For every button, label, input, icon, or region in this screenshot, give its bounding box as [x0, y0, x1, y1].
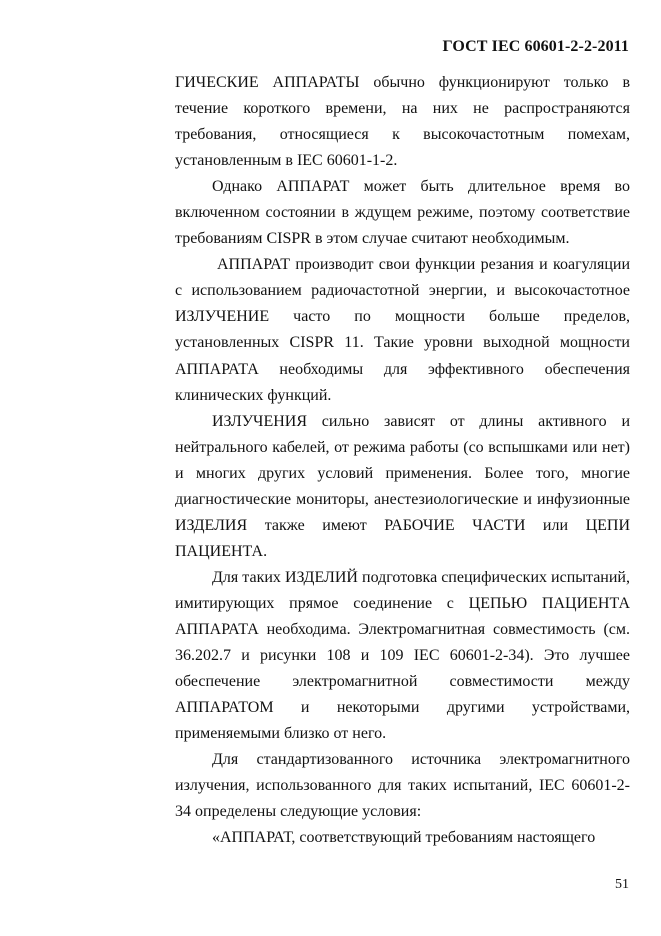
paragraph: АППАРАТ производит свои функции резания и коагуляции с использованием радиочастотной энергии, и высокочастотное ИЗЛУЧЕНИЕ часто по мощности больше пределов, установленных CISPR 11. Такие уровни выходной мощности АППАРАТА необходимы для эффективного обеспечения клинических функций.	[175, 256, 630, 404]
paragraph-continuation: ГИЧЕСКИЕ АППАРАТЫ обычно функционируют только в течение короткого времени, на них не распространяются требования, относящиеся к высокочастотным помехам, установленным в IEC 60601-1-2.	[175, 74, 630, 170]
standard-header: ГОСТ IEC 60601-2-2-2011	[442, 38, 629, 55]
page-number: 51	[615, 877, 629, 892]
body-text	[175, 70, 630, 851]
paragraph: Для таких ИЗДЕЛИЙ подготовка специфических испытаний, имитирующих прямое соединение с ЦЕПЬЮ ПАЦИЕНТА АППАРАТА необходима. Электромагнитная совместимость (см. 36.202.7 и рисунки 108 и 109 IEC 60601-2-34). Это лучшее обеспечение электромагнитной совместимости между АППАРАТОМ и некоторыми другими устройствами, применяемыми близко от него.	[175, 568, 630, 743]
paragraph: Однако АППАРАТ может быть длительное время во включенном состоянии в ждущем режиме, поэтому соответствие требованиям CISPR в этом случае считают необходимым.	[175, 178, 630, 248]
paragraph: ИЗЛУЧЕНИЯ сильно зависят от длины активного и нейтрального кабелей, от режима работы (со вспышками или нет) и многих других условий применения. Более того, многие диагностические мониторы, анестезиологические и инфузионные ИЗДЕЛИЯ также имеют РАБОЧИЕ ЧАСТИ или ЦЕПИ ПАЦИЕНТА.	[175, 412, 630, 560]
paragraph: «АППАРАТ, соответствующий требованиям настоящего	[212, 829, 596, 847]
paragraph: Для стандартизованного источника электромагнитного излучения, использованного для таких испытаний, IEC 60601-2-34 определены следующие условия:	[175, 751, 630, 821]
